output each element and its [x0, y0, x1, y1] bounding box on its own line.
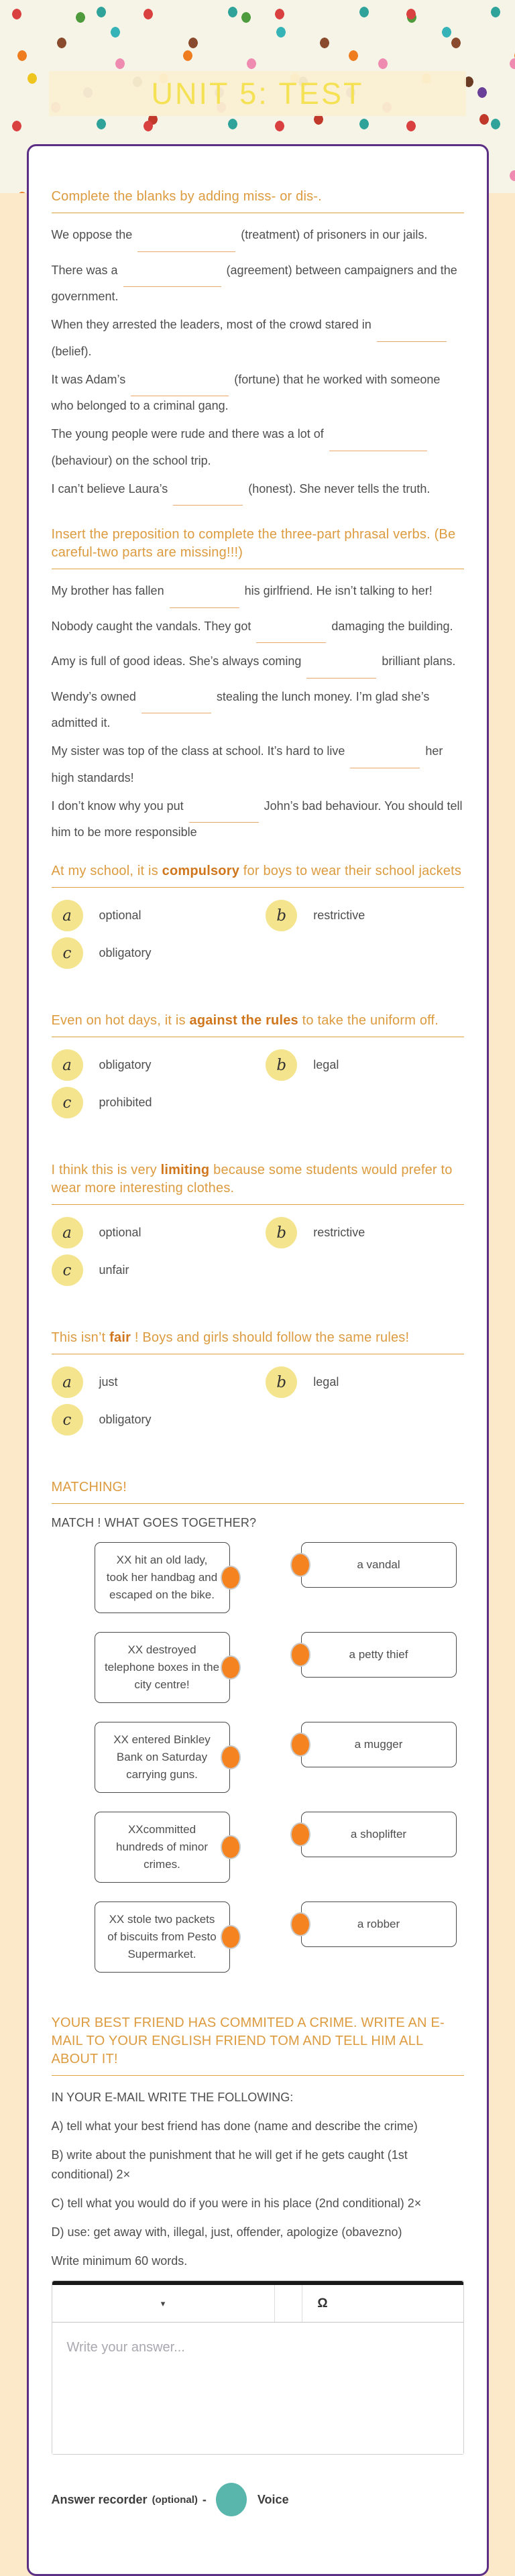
section-divider [52, 887, 464, 888]
question-pre: Even on hot days, it is [51, 1013, 190, 1028]
question-pre: I think this is very [51, 1163, 161, 1177]
fill-sentence [52, 225, 464, 252]
fill-sentence [52, 479, 464, 506]
question-heading [52, 862, 464, 880]
instruction-line: C) tell what you would do if you were in his place (2nd conditional) 2× [51, 2197, 422, 2210]
recorder-dash: - [202, 2492, 207, 2506]
option-label: prohibited [99, 1096, 152, 1109]
sentence-pre: Wendy’s owned [51, 689, 136, 703]
sentence-pre: When they arrested the leaders, most of the crowd stared in [51, 318, 371, 331]
blank-input[interactable] [329, 431, 427, 451]
sentence-post: damaging the building. [331, 619, 453, 633]
sentence-post: brilliant plans. [382, 654, 456, 668]
sentence-post: (belief). [51, 344, 92, 358]
question-post: to take the uniform off. [298, 1013, 439, 1028]
match-left-box[interactable] [95, 1812, 230, 1883]
option-label: legal [313, 1058, 339, 1071]
option-a[interactable] [52, 1049, 266, 1081]
option-c[interactable] [52, 1254, 266, 1286]
page-title: UNIT 5: TEST [151, 76, 364, 111]
match-right-text: a shoplifter [350, 1828, 407, 1840]
format-dropdown[interactable] [52, 2285, 274, 2322]
section-divider [52, 1503, 464, 1504]
section-fill-missdis [52, 188, 464, 506]
question-post: for boys to wear their school jackets [239, 864, 462, 878]
blank-input[interactable] [173, 485, 243, 506]
section-heading: Insert the preposition to complete the three-part phrasal verbs. (Be careful-two parts are missing!!!) [51, 527, 456, 560]
blank-input[interactable] [131, 376, 229, 396]
question-keyword: against the rules [189, 1013, 298, 1028]
sentence-post: (fortune) that he worked with someone who belonged to a criminal gang. [51, 372, 441, 412]
sentence-post: (honest). She never tells the truth. [248, 481, 431, 495]
fill-sentence [52, 261, 464, 307]
blank-input[interactable] [377, 322, 447, 342]
instruction-line: IN YOUR E-MAIL WRITE THE FOLLOWING: [51, 2091, 294, 2104]
sentence-pre: I can’t believe Laura’s [51, 481, 168, 495]
match-right-box[interactable] [301, 1632, 457, 1678]
question-heading [52, 1161, 464, 1197]
match-left-text: XX hit an old lady, took her handbag and escaped on the bike. [106, 1554, 218, 1601]
option-letter-badge: a [52, 900, 83, 931]
fill-sentence [52, 424, 464, 471]
options-grid [52, 1049, 464, 1118]
question-keyword: limiting [160, 1163, 210, 1177]
match-right-box[interactable] [301, 1812, 457, 1857]
sentence-pre: The young people were rude and there was a lot of [51, 427, 324, 441]
options-grid [52, 1366, 464, 1436]
voice-record-button[interactable] [216, 2483, 247, 2516]
answer-recorder-row [52, 2483, 464, 2516]
sentence-pre: I don’t know why you put [51, 799, 184, 813]
match-left-text: XX stole two packets of biscuits from Pesto Supermarket. [107, 1913, 217, 1960]
option-letter-badge: b [266, 900, 297, 931]
match-left-text: XX entered Binkley Bank on Saturday carrying guns. [113, 1733, 211, 1781]
question-post: because some students would prefer to wear more interesting clothes. [51, 1163, 453, 1195]
match-right-text: a vandal [357, 1558, 400, 1571]
sentence-post: John’s bad behaviour. You should tell him to be more responsible [51, 799, 463, 839]
section-heading: Complete the blanks by adding miss- or dis-. [51, 189, 322, 204]
connector-dot[interactable] [290, 1912, 310, 1936]
option-letter-badge: a [52, 1217, 83, 1248]
blank-input[interactable] [256, 623, 326, 643]
blank-input[interactable] [350, 748, 420, 768]
option-letter-badge: a [52, 1049, 83, 1081]
connector-dot[interactable] [221, 1655, 241, 1680]
question-heading [52, 1012, 464, 1030]
option-letter-badge: c [52, 1254, 83, 1286]
fill-sentence [52, 617, 464, 644]
question-keyword: compulsory [162, 864, 240, 878]
option-label: obligatory [99, 946, 152, 959]
sentence-pre: It was Adam’s [51, 372, 126, 386]
option-label: restrictive [313, 909, 365, 922]
recorder-optional-label: (optional) [152, 2494, 198, 2506]
fill-sentence [52, 370, 464, 416]
option-b[interactable] [266, 1366, 463, 1398]
match-row [52, 1632, 464, 1703]
blank-input[interactable] [123, 267, 221, 287]
sentence-post: stealing the lunch money. I’m glad she’s admitted it. [51, 689, 430, 729]
option-letter-badge: b [266, 1217, 297, 1248]
instruction-line: D) use: get away with, illegal, just, offender, apologize (obavezno) [51, 2225, 402, 2239]
option-letter-badge: b [266, 1366, 297, 1398]
sentence-pre: There was a [51, 263, 118, 277]
voice-label: Voice [257, 2492, 289, 2506]
match-left-text: XXcommitted hundreds of minor crimes. [115, 1823, 209, 1871]
omega-icon: Ω [317, 2296, 328, 2310]
answer-editor [52, 2280, 464, 2455]
connector-dot[interactable] [221, 1835, 241, 1859]
mcq-4 [52, 1329, 464, 1436]
blank-input[interactable] [141, 693, 211, 713]
fill-sentence [52, 581, 464, 608]
option-a[interactable] [52, 1217, 266, 1248]
option-label: optional [99, 909, 141, 922]
answer-textarea[interactable] [52, 2323, 463, 2454]
sentence-pre: We oppose the [51, 228, 133, 241]
match-right-box[interactable] [301, 1722, 457, 1767]
blank-input[interactable] [170, 588, 239, 608]
connector-dot[interactable] [221, 1925, 241, 1949]
fill-sentence [52, 315, 464, 361]
option-c[interactable] [52, 1404, 266, 1436]
mcq-2 [52, 1012, 464, 1118]
match-row [52, 1722, 464, 1793]
mcq-3 [52, 1161, 464, 1286]
option-b[interactable] [266, 900, 463, 931]
option-label: just [99, 1375, 118, 1389]
sentence-pre: Amy is full of good ideas. She’s always coming [51, 654, 302, 668]
match-row [52, 1542, 464, 1613]
section-heading: MATCHING! [51, 1480, 127, 1495]
question-pre: This isn’t [51, 1330, 110, 1345]
title-strip [49, 71, 466, 116]
match-right-text: a mugger [354, 1738, 403, 1751]
connector-dot[interactable] [290, 1822, 310, 1847]
recorder-label: Answer recorder [51, 2492, 148, 2506]
option-letter-badge: a [52, 1366, 83, 1398]
blank-input[interactable] [306, 658, 376, 679]
match-prompt: MATCH ! WHAT GOES TOGETHER? [51, 1516, 257, 1529]
sentence-pre: My brother has fallen [51, 584, 164, 597]
option-b[interactable] [266, 1049, 463, 1081]
mcq-1 [52, 862, 464, 969]
connector-dot[interactable] [290, 1643, 310, 1667]
match-row [52, 1901, 464, 1973]
section-heading: YOUR BEST FRIEND HAS COMMITED A CRIME. WRITE AN E-MAIL TO YOUR ENGLISH FRIEND TOM AND TELL HIM ALL ABOUT IT! [51, 2015, 445, 2066]
question-keyword: fair [109, 1330, 131, 1345]
option-label: unfair [99, 1263, 129, 1277]
question-heading [52, 1329, 464, 1347]
option-label: obligatory [99, 1058, 152, 1071]
option-c[interactable] [52, 937, 266, 969]
match-left-text: XX destroyed telephone boxes in the city centre! [104, 1643, 220, 1691]
section-divider [52, 2075, 464, 2076]
option-a[interactable] [52, 900, 266, 931]
chevron-down-icon: ▾ [160, 2298, 166, 2308]
match-right-text: a robber [357, 1918, 400, 1930]
fill-sentence [52, 742, 464, 788]
editor-toolbar [52, 2285, 463, 2323]
instruction-line: Write minimum 60 words. [51, 2254, 188, 2268]
options-grid [52, 1217, 464, 1286]
connector-dot[interactable] [221, 1745, 241, 1769]
match-right-box[interactable] [301, 1901, 457, 1947]
connector-dot[interactable] [221, 1566, 241, 1590]
option-b[interactable] [266, 1217, 463, 1248]
toolbar-separator [274, 2285, 303, 2322]
option-label: optional [99, 1226, 141, 1239]
match-left-box[interactable] [95, 1632, 230, 1703]
option-label: restrictive [313, 1226, 365, 1239]
option-letter-badge: b [266, 1049, 297, 1081]
section-fill-phrasal [52, 526, 464, 842]
worksheet-card [27, 144, 489, 2576]
fill-sentence [52, 797, 464, 843]
sentence-pre: Nobody caught the vandals. They got [51, 619, 251, 633]
sentence-post: (treatment) of prisoners in our jails. [241, 228, 428, 241]
sentence-post: his girlfriend. He isn’t talking to her! [244, 584, 433, 597]
option-label: obligatory [99, 1413, 152, 1426]
options-grid [52, 900, 464, 969]
instruction-line: B) write about the punishment that he will get if he gets caught (1st conditional) 2× [51, 2148, 408, 2181]
match-right-text: a petty thief [349, 1648, 408, 1661]
special-character-button[interactable] [302, 2285, 463, 2322]
connector-dot[interactable] [290, 1553, 310, 1577]
match-row [52, 1812, 464, 1883]
option-letter-badge: c [52, 1404, 83, 1436]
match-right-box[interactable] [301, 1542, 457, 1588]
instruction-line: A) tell what your best friend has done (name and describe the crime) [51, 2119, 418, 2133]
section-divider [52, 1204, 464, 1205]
option-letter-badge: c [52, 1087, 83, 1118]
blank-input[interactable] [189, 803, 259, 823]
option-a[interactable] [52, 1366, 266, 1398]
sentence-post: (behaviour) on the school trip. [51, 453, 211, 467]
fill-sentence [52, 687, 464, 734]
sentence-post: her high standards! [51, 744, 443, 784]
option-letter-badge: c [52, 937, 83, 969]
option-c[interactable] [52, 1087, 266, 1118]
option-label: legal [313, 1375, 339, 1389]
match-left-box[interactable] [95, 1542, 230, 1613]
match-left-box[interactable] [95, 1722, 230, 1793]
question-pre: At my school, it is [51, 864, 162, 878]
connector-dot[interactable] [290, 1733, 310, 1757]
section-matching [52, 1478, 464, 1973]
fill-sentence [52, 652, 464, 679]
section-email-task [52, 2014, 464, 2516]
sentence-post: (agreement) between campaigners and the government. [51, 263, 457, 303]
blank-input[interactable] [137, 232, 235, 252]
sentence-pre: My sister was top of the class at school. It’s hard to live [51, 744, 345, 758]
match-left-box[interactable] [95, 1901, 230, 1973]
question-post: ! Boys and girls should follow the same rules! [131, 1330, 410, 1345]
